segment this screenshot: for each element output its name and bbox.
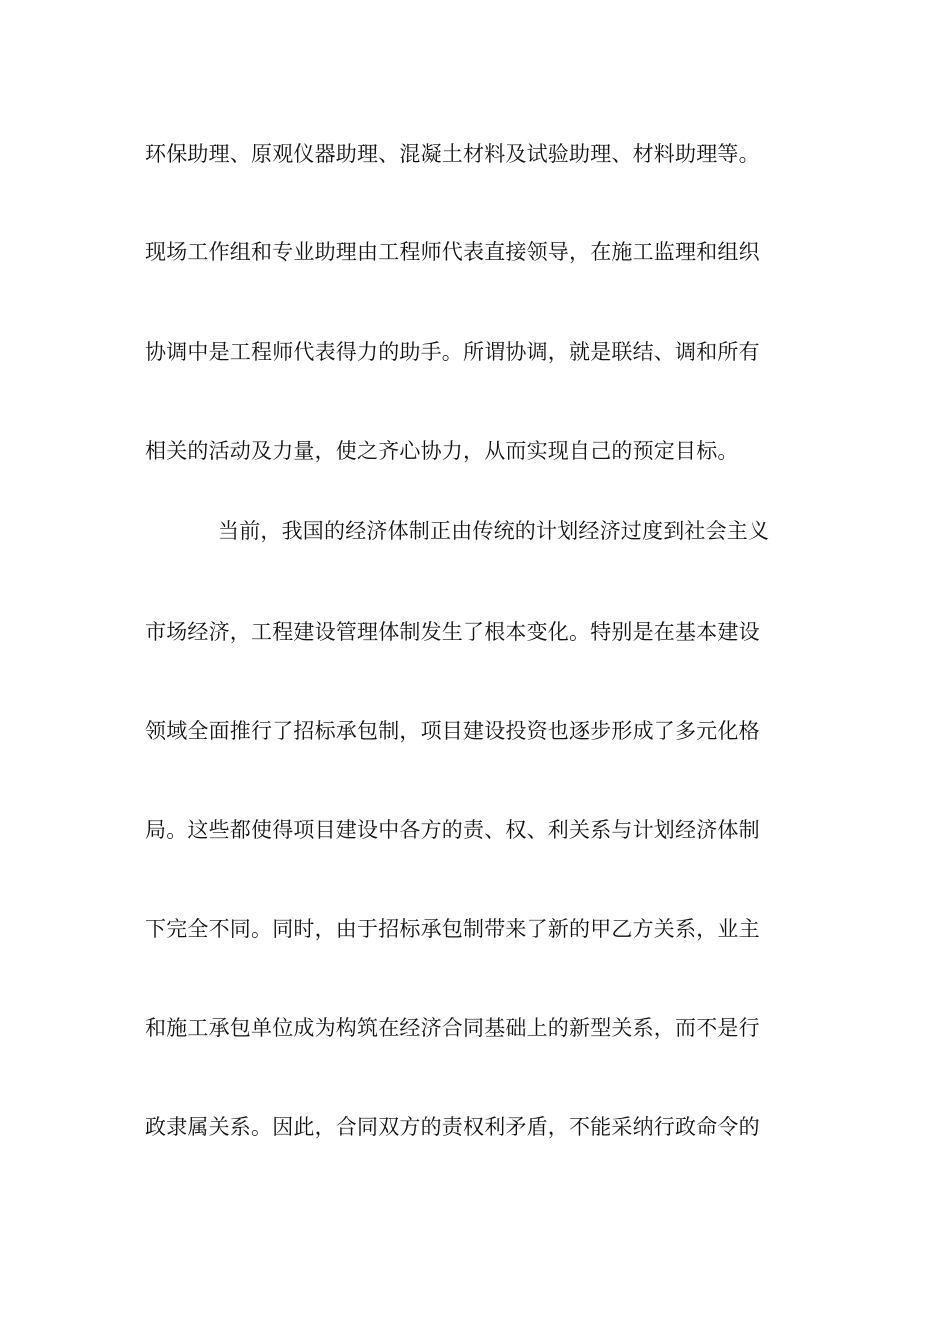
text-line: 现场工作组和专业助理由工程师代表直接领导，在施工监理和组织 [145, 240, 760, 264]
paragraph-first-line: 当前，我国的经济体制正由传统的计划经济过度到社会主义 [218, 519, 770, 543]
text-line: 环保助理、原观仪器助理、混凝土材料及试验助理、材料助理等。 [145, 142, 760, 166]
text-line: 下完全不同。同时，由于招标承包制带来了新的甲乙方关系，业主 [145, 917, 760, 941]
text-line: 政隶属关系。因此，合同双方的责权利矛盾，不能采纳行政命令的 [145, 1115, 760, 1139]
text-line: 相关的活动及力量，使之齐心协力，从而实现自己的预定目标。 [145, 439, 739, 463]
text-line: 局。这些都使得项目建设中各方的责、权、利关系与计划经济体制 [145, 818, 760, 842]
text-line: 市场经济，工程建设管理体制发生了根本变化。特别是在基本建设 [145, 620, 760, 644]
text-line: 和施工承包单位成为构筑在经济合同基础上的新型关系，而不是行 [145, 1016, 760, 1040]
text-line: 协调中是工程师代表得力的助手。所谓协调，就是联结、调和所有 [145, 340, 760, 364]
text-line: 领域全面推行了招标承包制，项目建设投资也逐步形成了多元化格 [145, 719, 760, 743]
